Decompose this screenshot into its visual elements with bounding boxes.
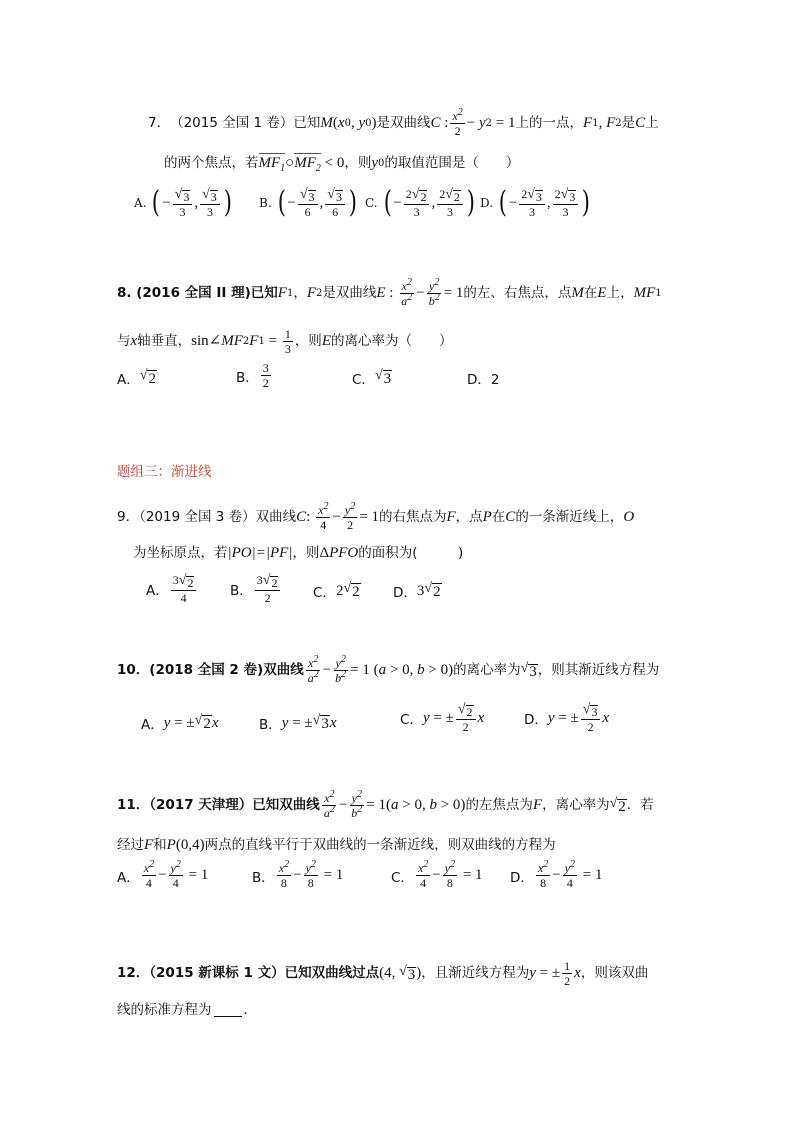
q7-vector-mf2: $MF_2$ xyxy=(294,155,321,174)
q11-number: 11．（2017 天津理）已知双曲线 xyxy=(117,796,320,813)
q12-line-2: 线的标准方程为 ． xyxy=(117,1002,257,1018)
q10-option-a[interactable]: A． y = ± √ 2 x xyxy=(141,713,219,733)
q7-vector-mf1: $MF_1$ xyxy=(258,155,286,174)
q11-option-b[interactable]: B． $\frac{x^2}{8}$ − $\frac{y^2}{8}$ = 1 xyxy=(252,859,344,890)
q12-line-1: 12．（2015 新课标 1 文）已知双曲线过点 (4, √ 3 ) ，且渐近线方程为 y = ± $\frac{1}{2}$ x ，则该双曲 xyxy=(117,959,649,988)
q10-option-b[interactable]: B． y = ± √ 3 x xyxy=(259,713,337,733)
q7-option-a[interactable]: A. ( − √ 3 3 , √ 3 3 ) xyxy=(134,185,232,220)
q10-number: 10．(2018 全国 2 卷)双曲线 xyxy=(117,661,304,678)
q9-line-2: 为坐标原点，若 |PO|=|PF| ，则 Δ PFO 的面积为( ) xyxy=(133,544,464,561)
q9-option-c[interactable]: C． 2 √ 2 xyxy=(313,581,360,601)
q10-line-1: 10．(2018 全国 2 卷)双曲线 $\frac{x^2}{a^2}$ − $\frac{y^2}{b^2}$ = 1 ( a > 0, b > 0) 的离心率为 √ 3 ，则其渐近线方程为 xyxy=(117,654,660,685)
q8-number: 8. (2016 全国 II 理)已知 xyxy=(117,284,278,301)
q8-option-a[interactable]: A． √ 2 xyxy=(117,368,156,388)
q8-option-d[interactable]: D．2 xyxy=(467,372,500,388)
q11-line-1: 11．（2017 天津理）已知双曲线 $\frac{x^2}{a^2}$ − $\frac{y^2}{b^2}$ = 1( a > 0, b > 0) 的左焦点为 F ，离心率为 √ 2 ．若 xyxy=(117,789,654,820)
q11-option-d[interactable]: D． $\frac{x^2}{8}$ − $\frac{y^2}{4}$ = 1 xyxy=(510,859,603,890)
q7-source: （2015 全国 1 卷）已知 xyxy=(170,114,321,131)
q9-number: 9．（2019 全国 3 卷）双曲线 xyxy=(117,508,297,525)
q7-option-c[interactable]: C. ( − 2 √ 2 3 , 2 √ 2 3 ) xyxy=(365,185,475,220)
group-heading: 题组三：渐进线 xyxy=(117,464,212,480)
q9-option-a[interactable]: A． 3 √ 2 4 xyxy=(146,574,198,604)
q11-option-c[interactable]: C． $\frac{x^2}{4}$ − $\frac{y^2}{8}$ = 1 xyxy=(391,859,483,890)
q10-option-c[interactable]: C． y = ± √ 2 2 x xyxy=(400,702,485,734)
q7-option-b[interactable]: B. ( − √ 3 6 , √ 3 6 ) xyxy=(259,185,357,220)
q7-fraction-x2-2: $\frac{x^2}{2}$ xyxy=(452,107,463,138)
q9-option-b[interactable]: B． 3 √ 2 2 xyxy=(230,574,282,604)
q10-option-d[interactable]: D． y = ± √ 3 2 x xyxy=(524,702,610,734)
answer-blank[interactable] xyxy=(214,1004,242,1017)
q7-line-1: 7． （2015 全国 1 卷）已知 M ( x 0 , y 0 ) 是双曲线 C : $\frac{x^2}{2}$ − y 2 = 1 上的一点， F 1 , F 2 是 C 上 xyxy=(148,107,659,138)
q8-option-c[interactable]: C． √ 3 xyxy=(352,368,392,388)
q8-line-1: 8. (2016 全国 II 理)已知 F 1 ， F 2 是双曲线 E : $\frac{x^2}{a^2}$ − $\frac{y^2}{b^2}$ = 1 的左、右焦点，点 M 在 E 上， MF 1 xyxy=(117,277,662,308)
q9-option-d[interactable]: D． 3 √ 2 xyxy=(393,581,441,601)
q12-number: 12．（2015 新课标 1 文）已知双曲线过点 xyxy=(117,964,380,981)
q11-line-2: 经过 F 和 P (0,4) 两点的直线平行于双曲线的一条渐近线，则双曲线的方程为 xyxy=(117,836,556,853)
q8-option-b[interactable]: B． $\frac{3}{2}$ xyxy=(236,361,269,390)
q9-line-1: 9．（2019 全国 3 卷）双曲线 C : $\frac{x^2}{4}$ − $\frac{y^2}{2}$ = 1 的右焦点为 F ，点 P 在 C 的一条渐近线上， O xyxy=(117,501,635,532)
q7-option-d[interactable]: D. ( − 2 √ 3 3 , 2 √ 3 3 ) xyxy=(480,185,591,220)
q11-option-a[interactable]: A． $\frac{x^2}{4}$ − $\frac{y^2}{4}$ = 1 xyxy=(117,859,209,890)
q7-point-m: M xyxy=(320,115,333,131)
q8-line-2: 与 x 轴垂直， sin∠ MF 2 F 1 = $\frac{1}{3}$ ，则 E 的离心率为（ ） xyxy=(117,327,453,356)
q7-number: 7． xyxy=(148,114,171,131)
q7-line-2: 的两个焦点，若 $MF_1$ ○ $MF_2$ < 0 ，则 y 0 的取值范围是（ ） xyxy=(164,154,520,174)
